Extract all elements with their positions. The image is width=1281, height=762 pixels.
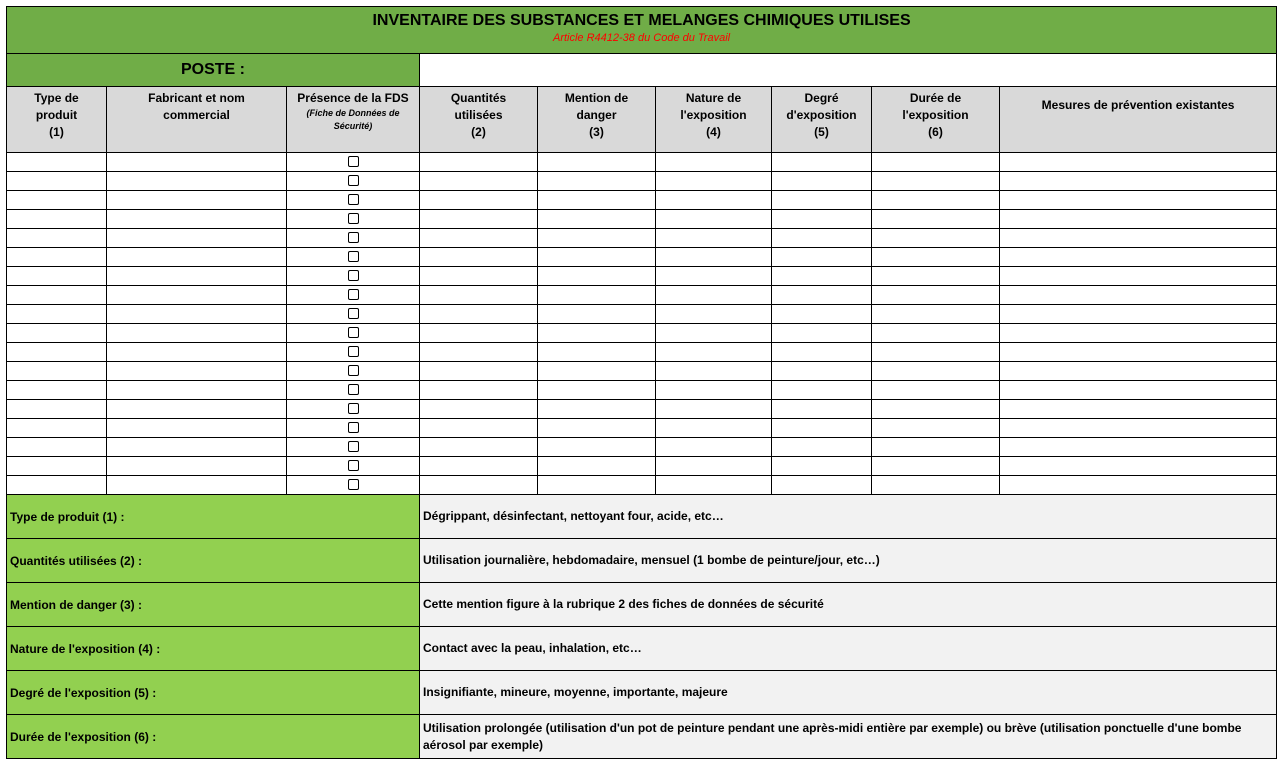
fds-checkbox[interactable] (348, 270, 359, 281)
page-title: INVENTAIRE DES SUBSTANCES ET MELANGES CHIMIQUES UTILISES (372, 12, 911, 29)
table-cell[interactable] (656, 324, 772, 343)
fds-checkbox[interactable] (348, 441, 359, 452)
table-cell[interactable] (287, 229, 420, 248)
table-cell[interactable] (656, 153, 772, 172)
table-cell[interactable] (772, 286, 872, 305)
table-cell[interactable] (772, 248, 872, 267)
fds-checkbox[interactable] (348, 232, 359, 243)
table-cell[interactable] (287, 419, 420, 438)
table-cell[interactable] (772, 153, 872, 172)
table-cell[interactable] (872, 457, 1000, 476)
column-header-text: (5) (814, 125, 829, 139)
table-cell[interactable] (872, 362, 1000, 381)
column-header-text: (3) (589, 125, 604, 139)
table-cell[interactable] (420, 476, 538, 495)
table-row (7, 381, 1277, 400)
table-cell[interactable] (107, 362, 287, 381)
table-cell[interactable] (538, 419, 656, 438)
table-cell[interactable] (656, 305, 772, 324)
table-cell[interactable] (420, 210, 538, 229)
table-cell[interactable] (420, 400, 538, 419)
table-cell[interactable] (7, 343, 107, 362)
table-cell[interactable] (287, 324, 420, 343)
table-cell[interactable] (538, 343, 656, 362)
column-header-text: d'exposition (786, 108, 857, 122)
legend-text: Utilisation journalière, hebdomadaire, mensuel (1 bombe de peinture/jour, etc…) (420, 539, 1277, 583)
table-cell[interactable] (872, 267, 1000, 286)
table-cell[interactable] (107, 324, 287, 343)
table-cell[interactable] (872, 286, 1000, 305)
table-cell[interactable] (7, 286, 107, 305)
table-row (7, 153, 1277, 172)
table-cell[interactable] (538, 438, 656, 457)
column-header-4 (420, 87, 538, 153)
column-header-7 (772, 87, 872, 153)
table-row (7, 305, 1277, 324)
table-cell[interactable] (656, 400, 772, 419)
column-header-9 (1000, 87, 1277, 153)
table-cell[interactable] (107, 267, 287, 286)
table-cell[interactable] (872, 191, 1000, 210)
table-cell[interactable] (420, 381, 538, 400)
table-cell[interactable] (538, 153, 656, 172)
table-cell[interactable] (656, 229, 772, 248)
table-cell[interactable] (287, 381, 420, 400)
table-row (7, 286, 1277, 305)
legend-label: Degré de l'exposition (5) : (7, 671, 420, 715)
fds-checkbox[interactable] (348, 327, 359, 338)
table-cell[interactable] (107, 153, 287, 172)
table-cell[interactable] (7, 419, 107, 438)
fds-checkbox[interactable] (348, 251, 359, 262)
table-cell[interactable] (656, 457, 772, 476)
table-row (7, 267, 1277, 286)
fds-checkbox[interactable] (348, 308, 359, 319)
column-header-text: Type de (34, 91, 79, 105)
fds-checkbox[interactable] (348, 479, 359, 490)
table-cell[interactable] (107, 210, 287, 229)
table-cell[interactable] (287, 438, 420, 457)
table-cell[interactable] (772, 362, 872, 381)
table-cell[interactable] (420, 324, 538, 343)
table-row (7, 324, 1277, 343)
legend-text: Dégrippant, désinfectant, nettoyant four, acide, etc… (420, 495, 1277, 539)
table-cell[interactable] (287, 286, 420, 305)
table-cell[interactable] (872, 400, 1000, 419)
column-header-text: utilisées (454, 108, 503, 122)
legend-row (7, 583, 1277, 627)
table-cell[interactable] (287, 343, 420, 362)
table-cell[interactable] (7, 210, 107, 229)
table-cell[interactable] (538, 457, 656, 476)
table-cell[interactable] (420, 286, 538, 305)
table-cell[interactable] (872, 229, 1000, 248)
column-header-row (7, 87, 1277, 153)
legend-label: Durée de l'exposition (6) : (7, 715, 420, 759)
table-cell[interactable] (107, 286, 287, 305)
column-header-5 (538, 87, 656, 153)
column-header-text: Fabricant et nom (148, 91, 245, 105)
table-cell[interactable] (1000, 286, 1277, 305)
fds-checkbox[interactable] (348, 403, 359, 414)
legend-label: Nature de l'exposition (4) : (7, 627, 420, 671)
column-header-text: (1) (49, 125, 64, 139)
column-header-1 (7, 87, 107, 153)
table-cell[interactable] (107, 476, 287, 495)
table-cell[interactable] (656, 438, 772, 457)
table-cell[interactable] (772, 381, 872, 400)
table-cell[interactable] (772, 191, 872, 210)
table-cell[interactable] (1000, 153, 1277, 172)
table-cell[interactable] (1000, 381, 1277, 400)
column-header-note: (Fiche de Données de Sécurité) (306, 108, 400, 131)
fds-checkbox[interactable] (348, 365, 359, 376)
table-cell[interactable] (420, 438, 538, 457)
table-cell[interactable] (538, 248, 656, 267)
table-cell[interactable] (7, 324, 107, 343)
table-cell[interactable] (772, 457, 872, 476)
column-header-text: (4) (706, 125, 721, 139)
table-cell[interactable] (772, 324, 872, 343)
table-row (7, 476, 1277, 495)
table-cell[interactable] (107, 381, 287, 400)
table-cell[interactable] (1000, 248, 1277, 267)
table-row (7, 172, 1277, 191)
table-cell[interactable] (656, 267, 772, 286)
table-cell[interactable] (872, 248, 1000, 267)
table-cell[interactable] (872, 153, 1000, 172)
legend-text: Insignifiante, mineure, moyenne, importante, majeure (420, 671, 1277, 715)
fds-checkbox[interactable] (348, 384, 359, 395)
table-cell[interactable] (287, 267, 420, 286)
column-header-text: commercial (163, 108, 230, 122)
legend-row (7, 627, 1277, 671)
table-cell[interactable] (656, 419, 772, 438)
table-cell[interactable] (656, 248, 772, 267)
column-header-8 (872, 87, 1000, 153)
fds-checkbox[interactable] (348, 175, 359, 186)
table-cell[interactable] (772, 400, 872, 419)
table-cell[interactable] (1000, 362, 1277, 381)
table-cell[interactable] (7, 381, 107, 400)
table-cell[interactable] (107, 305, 287, 324)
table-cell[interactable] (538, 305, 656, 324)
column-header-text: l'exposition (680, 108, 747, 122)
table-cell[interactable] (772, 438, 872, 457)
table-cell[interactable] (1000, 457, 1277, 476)
table-cell[interactable] (656, 210, 772, 229)
table-cell[interactable] (772, 229, 872, 248)
column-header-3 (287, 87, 420, 153)
table-cell[interactable] (420, 305, 538, 324)
table-cell[interactable] (772, 343, 872, 362)
table-cell[interactable] (7, 438, 107, 457)
table-row (7, 362, 1277, 381)
table-cell[interactable] (872, 381, 1000, 400)
column-header-text: Mention de (564, 91, 629, 105)
table-cell[interactable] (420, 267, 538, 286)
table-cell[interactable] (872, 476, 1000, 495)
column-header-text: l'exposition (902, 108, 969, 122)
table-cell[interactable] (7, 400, 107, 419)
table-cell[interactable] (538, 229, 656, 248)
legend-text: Utilisation prolongée (utilisation d'un pot de peinture pendant une après-midi entière par exemple) ou brève (utilisation ponctuelle d'une bombe aérosol par exemple) (420, 715, 1277, 759)
fds-checkbox[interactable] (348, 213, 359, 224)
table-cell[interactable] (287, 172, 420, 191)
table-cell[interactable] (772, 305, 872, 324)
table-cell[interactable] (7, 153, 107, 172)
table-cell[interactable] (656, 343, 772, 362)
table-cell[interactable] (107, 343, 287, 362)
table-cell[interactable] (7, 362, 107, 381)
table-cell[interactable] (420, 229, 538, 248)
table-cell[interactable] (1000, 343, 1277, 362)
table-cell[interactable] (1000, 229, 1277, 248)
fds-checkbox[interactable] (348, 194, 359, 205)
column-header-text: (6) (928, 125, 943, 139)
table-cell[interactable] (420, 153, 538, 172)
fds-checkbox[interactable] (348, 346, 359, 357)
table-row (7, 229, 1277, 248)
table-cell[interactable] (1000, 324, 1277, 343)
inventory-sheet (6, 6, 1277, 759)
table-cell[interactable] (1000, 191, 1277, 210)
column-header-text: Mesures de prévention existantes (1041, 98, 1235, 112)
table-cell[interactable] (538, 172, 656, 191)
table-cell[interactable] (538, 324, 656, 343)
table-cell[interactable] (538, 476, 656, 495)
title-cell (7, 7, 1277, 54)
table-cell[interactable] (107, 438, 287, 457)
table-cell[interactable] (872, 305, 1000, 324)
table-cell[interactable] (872, 438, 1000, 457)
legend-row (7, 495, 1277, 539)
fds-checkbox[interactable] (348, 422, 359, 433)
table-cell[interactable] (287, 476, 420, 495)
legend-row (7, 671, 1277, 715)
column-header-2 (107, 87, 287, 153)
table-cell[interactable] (656, 191, 772, 210)
table-cell[interactable] (287, 153, 420, 172)
table-cell[interactable] (287, 191, 420, 210)
fds-checkbox[interactable] (348, 156, 359, 167)
table-cell[interactable] (7, 229, 107, 248)
column-header-text: Présence de la FDS (297, 91, 409, 105)
table-cell[interactable] (107, 457, 287, 476)
table-cell[interactable] (420, 419, 538, 438)
table-cell[interactable] (7, 267, 107, 286)
table-row (7, 343, 1277, 362)
table-cell[interactable] (656, 286, 772, 305)
column-header-text: Quantités (450, 91, 507, 105)
legend-label: Mention de danger (3) : (7, 583, 420, 627)
table-cell[interactable] (538, 210, 656, 229)
table-cell[interactable] (1000, 438, 1277, 457)
table-row (7, 457, 1277, 476)
page-subtitle: Article R4412-38 du Code du Travail (552, 32, 731, 44)
table-cell[interactable] (287, 400, 420, 419)
column-header-text: (2) (471, 125, 486, 139)
table-cell[interactable] (420, 362, 538, 381)
legend-label: Quantités utilisées (2) : (7, 539, 420, 583)
table-cell[interactable] (872, 210, 1000, 229)
table-cell[interactable] (656, 172, 772, 191)
column-header-text: Durée de (909, 91, 962, 105)
table-cell[interactable] (420, 343, 538, 362)
poste-label: POSTE : (7, 54, 420, 87)
table-cell[interactable] (7, 248, 107, 267)
legend-text: Contact avec la peau, inhalation, etc… (420, 627, 1277, 671)
table-cell[interactable] (872, 343, 1000, 362)
table-cell[interactable] (1000, 210, 1277, 229)
poste-input-cell[interactable] (420, 54, 1277, 87)
column-header-text: Nature de (685, 91, 742, 105)
table-cell[interactable] (538, 362, 656, 381)
table-cell[interactable] (772, 210, 872, 229)
table-cell[interactable] (287, 305, 420, 324)
table-cell[interactable] (7, 476, 107, 495)
table-cell[interactable] (107, 172, 287, 191)
table-cell[interactable] (772, 419, 872, 438)
table-cell[interactable] (538, 267, 656, 286)
table-cell[interactable] (107, 400, 287, 419)
table-cell[interactable] (7, 172, 107, 191)
table-cell[interactable] (538, 381, 656, 400)
table-cell[interactable] (287, 362, 420, 381)
table-row (7, 400, 1277, 419)
legend-text: Cette mention figure à la rubrique 2 des fiches de données de sécurité (420, 583, 1277, 627)
table-cell[interactable] (420, 457, 538, 476)
table-row (7, 438, 1277, 457)
table-cell[interactable] (872, 419, 1000, 438)
table-row (7, 210, 1277, 229)
table-cell[interactable] (772, 172, 872, 191)
fds-checkbox[interactable] (348, 460, 359, 471)
table-cell[interactable] (1000, 419, 1277, 438)
table-cell[interactable] (538, 191, 656, 210)
column-header-6 (656, 87, 772, 153)
table-cell[interactable] (656, 476, 772, 495)
table-row (7, 191, 1277, 210)
table-cell[interactable] (7, 457, 107, 476)
table-cell[interactable] (538, 400, 656, 419)
table-cell[interactable] (420, 172, 538, 191)
table-cell[interactable] (287, 248, 420, 267)
legend-row (7, 715, 1277, 759)
table-cell[interactable] (7, 305, 107, 324)
table-cell[interactable] (1000, 400, 1277, 419)
table-cell[interactable] (772, 267, 872, 286)
fds-checkbox[interactable] (348, 289, 359, 300)
table-row (7, 248, 1277, 267)
table-cell[interactable] (1000, 172, 1277, 191)
table-cell[interactable] (872, 324, 1000, 343)
table-cell[interactable] (107, 419, 287, 438)
table-cell[interactable] (872, 172, 1000, 191)
column-header-text: produit (35, 108, 78, 122)
table-cell[interactable] (772, 476, 872, 495)
table-cell[interactable] (7, 191, 107, 210)
column-header-text: Degré (804, 91, 839, 105)
table-cell[interactable] (107, 191, 287, 210)
table-cell[interactable] (538, 286, 656, 305)
table-cell[interactable] (420, 191, 538, 210)
legend-row (7, 539, 1277, 583)
table-cell[interactable] (107, 248, 287, 267)
table-cell[interactable] (1000, 267, 1277, 286)
table-cell[interactable] (420, 248, 538, 267)
table-row (7, 419, 1277, 438)
table-cell[interactable] (1000, 476, 1277, 495)
legend-label: Type de produit (1) : (7, 495, 420, 539)
table-cell[interactable] (1000, 305, 1277, 324)
table-cell[interactable] (107, 229, 287, 248)
table-cell[interactable] (656, 381, 772, 400)
table-cell[interactable] (287, 457, 420, 476)
column-header-text: danger (576, 108, 617, 122)
table-cell[interactable] (656, 362, 772, 381)
table-cell[interactable] (287, 210, 420, 229)
